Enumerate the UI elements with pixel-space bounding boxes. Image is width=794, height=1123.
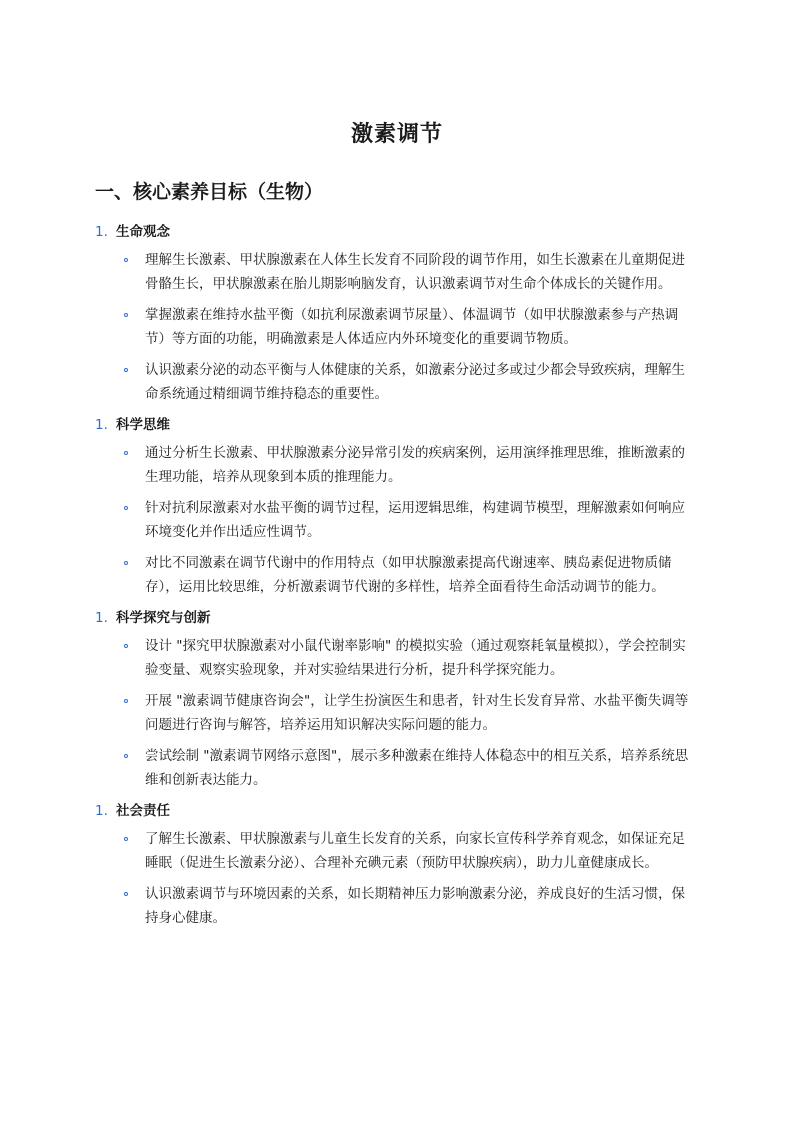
bullet-icon (124, 754, 128, 758)
group-title (95, 606, 695, 630)
document-title: 激素调节 (350, 122, 443, 147)
group-title-text: 生命观念 (116, 224, 170, 240)
bullet-icon (124, 451, 128, 455)
bullet-icon (124, 368, 128, 372)
content-body (95, 220, 695, 937)
bullet-icon (124, 892, 128, 896)
bullet-icon (124, 699, 128, 703)
bullet-icon (124, 561, 128, 565)
list-item-text: 认识激素分泌的动态平衡与人体健康的关系，如激素分泌过多或过少都会导致疾病，理解生命系统通过精细调节维持稳态的重要性。 (145, 362, 685, 402)
list-item-text: 开展 "激素调节健康咨询会"，让学生扮演医生和患者，针对生长发育异常、水盐平衡失调等问题进行咨询与解答，培养运用知识解决实际问题的能力。 (145, 693, 689, 733)
list-number: 1. (95, 417, 108, 433)
list-number: 1. (95, 803, 108, 819)
list-number: 1. (95, 224, 108, 240)
list-item-text: 掌握激素在维持水盐平衡（如抗利尿激素调节尿量）、体温调节（如甲状腺激素参与产热调节）等方面的功能，明确激素是人体适应内外环境变化的重要调节物质。 (145, 307, 679, 347)
list-item-text: 理解生长激素、甲状腺激素在人体生长发育不同阶段的调节作用，如生长激素在儿童期促进骨骼生长，甲状腺激素在胎儿期影响脑发育，认识激素调节对生命个体成长的关键作用。 (145, 252, 685, 292)
list-item-text: 对比不同激素在调节代谢中的作用特点（如甲状腺激素提高代谢速率、胰岛素促进物质储存），运用比较思维，分析激素调节代谢的多样性，培养全面看待生命活动调节的能力。 (145, 555, 672, 595)
list-item (95, 248, 695, 296)
bullet-icon (124, 506, 128, 510)
group-title-text: 科学探究与创新 (116, 610, 211, 626)
section-heading: 一、核心素养目标（生物） (95, 181, 324, 203)
list-item (95, 496, 695, 544)
list-item (95, 744, 695, 792)
group-title-text: 社会责任 (116, 803, 170, 819)
list-item-text: 尝试绘制 "激素调节网络示意图"，展示多种激素在维持人体稳态中的相互关系，培养系统思维和创新表达能力。 (145, 748, 689, 788)
bullet-icon (124, 644, 128, 648)
list-item-text: 了解生长激素、甲状腺激素与儿童生长发育的关系，向家长宣传科学养育观念，如保证充足睡眠（促进生长激素分泌）、合理补充碘元素（预防甲状腺疾病），助力儿童健康成长。 (145, 831, 685, 871)
group-scientific-thinking (95, 413, 695, 599)
list-item-text: 认识激素调节与环境因素的关系，如长期精神压力影响激素分泌，养成良好的生活习惯，保持身心健康。 (145, 886, 685, 926)
bullet-icon (124, 313, 128, 317)
list-number: 1. (95, 610, 108, 626)
group-title-text: 科学思维 (116, 417, 170, 433)
group-life-concept (95, 220, 695, 406)
list-item (95, 303, 695, 351)
bullet-icon (124, 837, 128, 841)
list-item-text: 通过分析生长激素、甲状腺激素分泌异常引发的疾病案例，运用演绎推理思维，推断激素的生理功能，培养从现象到本质的推理能力。 (145, 445, 685, 485)
list-item (95, 551, 695, 599)
list-item (95, 358, 695, 406)
list-item (95, 689, 695, 737)
list-item-text: 针对抗利尿激素对水盐平衡的调节过程，运用逻辑思维，构建调节模型，理解激素如何响应环境变化并作出适应性调节。 (145, 500, 685, 540)
group-social-responsibility (95, 799, 695, 930)
list-item (95, 634, 695, 682)
list-item-text: 设计 "探究甲状腺激素对小鼠代谢率影响" 的模拟实验（通过观察耗氧量模拟），学会控制实验变量、观察实验现象，并对实验结果进行分析，提升科学探究能力。 (145, 638, 686, 678)
list-item (95, 882, 695, 930)
group-title (95, 799, 695, 823)
list-item (95, 827, 695, 875)
list-item (95, 441, 695, 489)
group-title (95, 413, 695, 437)
group-title (95, 220, 695, 244)
bullet-icon (124, 258, 128, 262)
group-inquiry-innovation (95, 606, 695, 792)
